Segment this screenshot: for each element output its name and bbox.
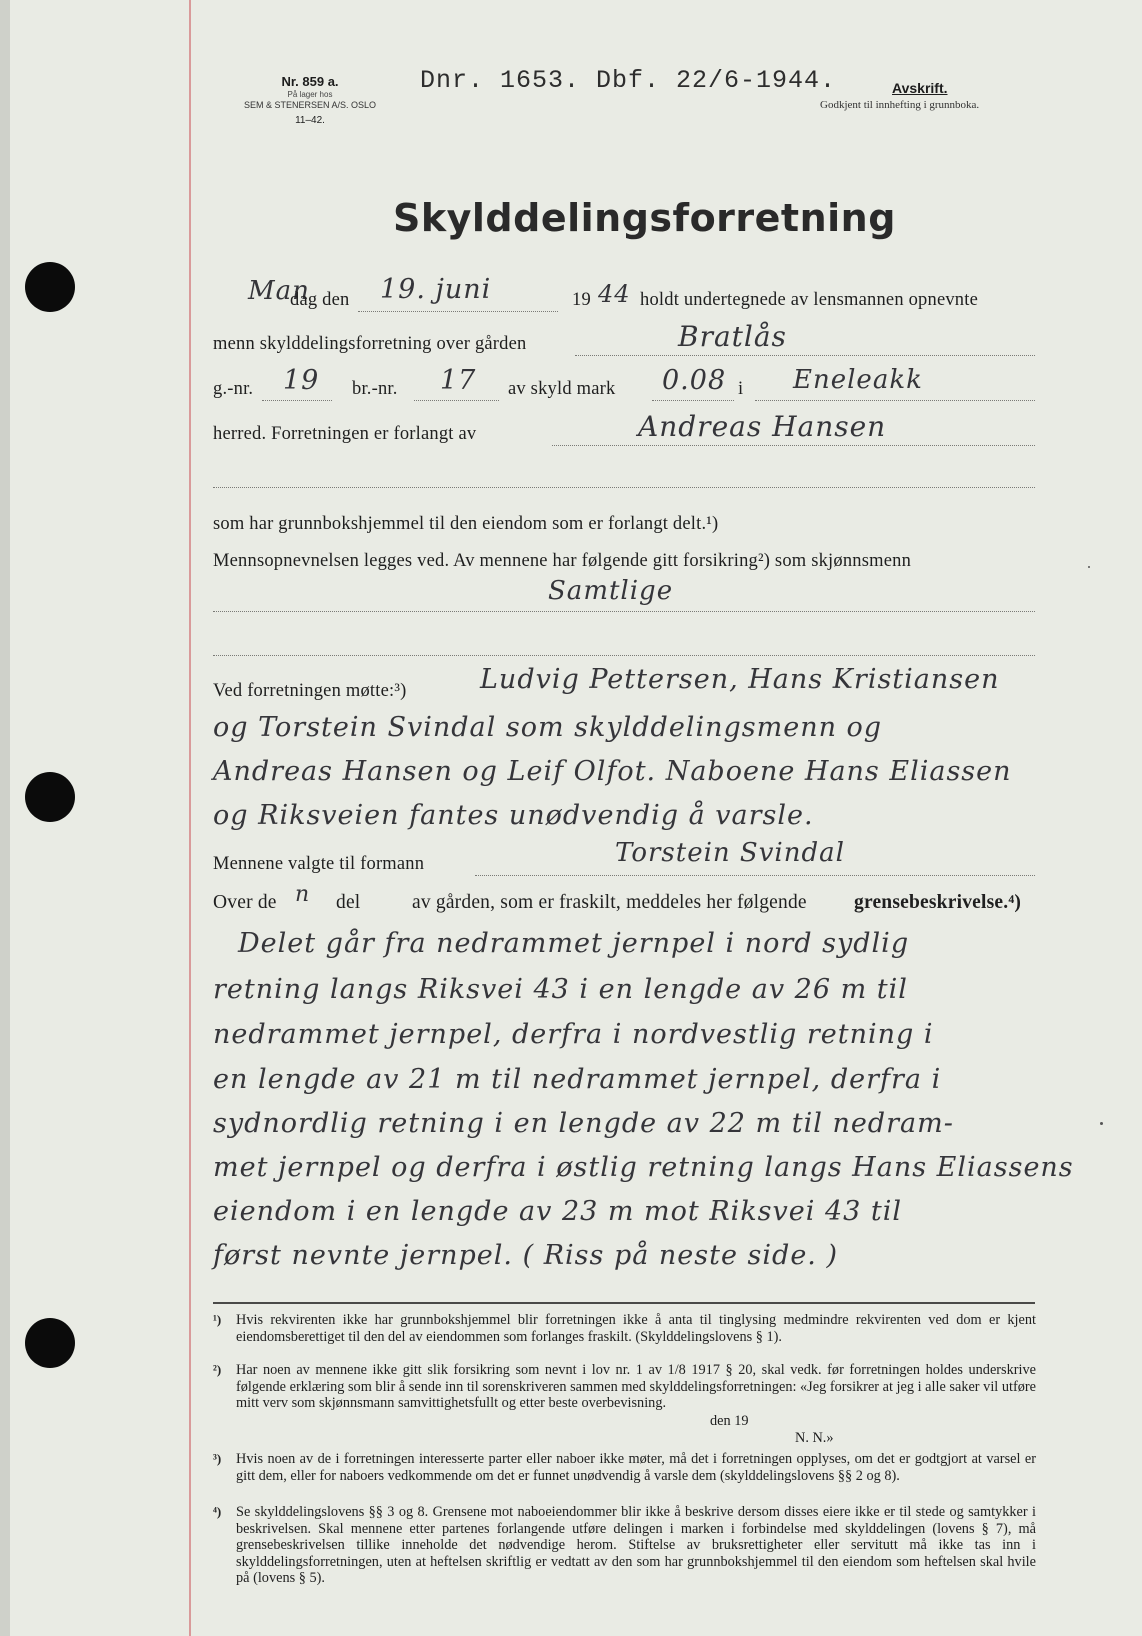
chairman-label: Mennene valgte til formann xyxy=(213,854,425,874)
bnr-label: br.-nr. xyxy=(352,379,398,399)
day-month-value: 19. juni xyxy=(380,274,492,305)
dotted-line xyxy=(213,655,1035,656)
year-prefix: 19 xyxy=(572,290,591,310)
requester-value: Andreas Hansen xyxy=(638,410,887,443)
dotted-line xyxy=(213,487,1035,488)
dotted-line xyxy=(262,400,332,401)
footnote-2-mark: ²) xyxy=(213,1362,222,1377)
part-label-1: Over de xyxy=(213,892,277,913)
boundary-line-7: eiendom i en lengde av 23 m mot Riksvei 43 til xyxy=(213,1196,903,1227)
municipality-value: Eneleakk xyxy=(793,365,923,395)
year-suffix: 44 xyxy=(598,280,631,308)
footnote-rule xyxy=(213,1302,1035,1304)
part-label-2: del xyxy=(336,892,361,913)
line2-text: menn skylddelingsforretning over gården xyxy=(213,334,527,354)
forsikring-value: Samtlige xyxy=(548,576,674,606)
part-value: n xyxy=(295,882,311,907)
form-number: Nr. 859 a. xyxy=(281,74,339,89)
margin-rule xyxy=(189,0,191,1636)
footnote-2-text: Har noen av mennene ikke gitt slik forsikring som nevnt i lov nr. 1 av 1/8 1917 § 20, skal vedk. før forretningen holdes underskrive følgende erklæring som blir å sende inn til sorenskriveren sammen med skylddelingsforretningen: «Jeg forsikrer at jeg i alle saker vil utføre mitt verv som skjønnsmann samvittighetsfullt og etter beste overbevisning. xyxy=(236,1362,1036,1411)
weekday-prefix: Man xyxy=(248,276,310,306)
footnote-4-text: Se skylddelingslovens §§ 3 og 8. Grensene mot naboeiendommer blir ikke å beskrive dersom disses eiere ikke er til stede og samtykker i beskrivelsen. Skal mennene etter partenes forlangende utføre delingen i marken i forbindelse med skylddelingen (lovens § 7), må grensebeskrivelsen tillike inneholde det nødvendige herom. Stiftelse av bruksrettigheter eller servitutt må ikke tas inn i skylddelingsforretningen, uten at heftelsen skriftlig er vedtatt av den som har grunnbokshjemmel til den eiendom som heftelsen skal hvile på (lovens § 5). xyxy=(236,1504,1036,1586)
gnr-value: 19 xyxy=(283,365,320,396)
part-label-3: av gården, som er fraskilt, meddeles her følgende xyxy=(412,892,807,913)
footnote-3-mark: ³) xyxy=(213,1451,222,1466)
line6-text: som har grunnbokshjemmel til den eiendom som er forlangt delt.¹) xyxy=(213,514,719,534)
dotted-line xyxy=(414,400,499,401)
attendance-line-3: Andreas Hansen og Leif Olfot. Naboene Hans Eliassen xyxy=(213,756,1012,787)
scan-speck xyxy=(1100,1122,1103,1125)
boundary-line-3: nedrammet jernpel, derfra i nordvestlig retning i xyxy=(213,1019,934,1050)
date-label: dag den xyxy=(290,290,350,310)
requester-label: herred. Forretningen er forlangt av xyxy=(213,424,477,444)
print-date: 11–42. xyxy=(295,114,325,126)
footnote-2-signature: N. N.» xyxy=(795,1430,834,1446)
dotted-line xyxy=(652,400,734,401)
i-label: i xyxy=(738,379,744,399)
printer-line-2: SEM & STENERSEN A/S. OSLO xyxy=(243,100,377,111)
scan-edge xyxy=(0,0,10,1636)
printer-block xyxy=(240,74,380,127)
dotted-line xyxy=(213,611,1035,612)
attendance-line-1: Ludvig Pettersen, Hans Kristiansen xyxy=(480,664,1000,695)
attendance-label: Ved forretningen møtte:³) xyxy=(213,681,407,701)
footnote-1-text: Hvis rekvirenten ikke har grunnbokshjemmel blir forretningen ikke å anta til tinglysing medmindre rekvirenten ved dom er kjent eiendomsberettiget til den del av eiendommen som forlanges fraskilt. (Skylddelingslovens § 1). xyxy=(236,1312,1036,1345)
footnote-1-mark: ¹) xyxy=(213,1312,222,1327)
typed-reference: Dnr. 1653. Dbf. 22/6-1944. xyxy=(420,66,837,95)
boundary-line-6: met jernpel og derfra i østlig retning langs Hans Eliassens xyxy=(213,1152,1074,1183)
footnote-2-date-line: den 19 xyxy=(710,1413,749,1429)
farm-name: Bratlås xyxy=(678,320,787,353)
copy-label: Avskrift. xyxy=(892,80,948,96)
boundary-line-4: en lengde av 21 m til nedrammet jernpel, derfra i xyxy=(213,1064,942,1095)
punch-hole-top xyxy=(25,262,75,312)
bnr-value: 17 xyxy=(440,365,477,396)
line1-text: holdt undertegnede av lensmannen opnevnte xyxy=(640,290,979,310)
footnote-3-text: Hvis noen av de i forretningen interesserte parter eller naboer ikke møter, må det i forretningen opplyses, om det er godtgjort at varsel er gitt dem, eller for naboers vedkommende om det er funnet unødvendig å varsle dem (skylddelingslovens §§ 2 og 8). xyxy=(236,1451,1036,1484)
skyld-label: av skyld mark xyxy=(508,379,616,399)
boundary-line-2: retning langs Riksvei 43 i en lengde av 26 m til xyxy=(213,974,908,1005)
dotted-line xyxy=(755,400,1035,401)
scan-speck xyxy=(1088,566,1090,568)
attendance-line-4: og Riksveien fantes unødvendig å varsle. xyxy=(213,800,814,831)
dotted-line xyxy=(358,311,558,312)
attendance-line-2: og Torstein Svindal som skylddelingsmenn og xyxy=(213,712,883,743)
skyld-value: 0.08 xyxy=(662,365,727,396)
boundary-line-8: først nevnte jernpel. ( Riss på neste side. ) xyxy=(213,1240,838,1271)
boundary-line-5: sydnordlig retning i en lengde av 22 m til nedram- xyxy=(213,1108,954,1139)
boundary-line-1: Delet går fra nedrammet jernpel i nord sydlig xyxy=(238,928,910,959)
page-title: Skylddelingsforretning xyxy=(393,196,896,240)
footnote-4-mark: ⁴) xyxy=(213,1504,222,1519)
line7-text: Mennsopnevnelsen legges ved. Av mennene har følgende gitt forsikring²) som skjønnsmenn xyxy=(213,551,912,571)
dotted-line xyxy=(575,355,1035,356)
chairman-value: Torstein Svindal xyxy=(615,838,845,868)
approval-note: Godkjent til innhefting i grunnboka. xyxy=(820,99,980,111)
dotted-line xyxy=(552,445,1035,446)
punch-hole-middle xyxy=(25,772,75,822)
punch-hole-bottom xyxy=(25,1318,75,1368)
part-label-bold: grensebeskrivelse.⁴) xyxy=(854,892,1022,913)
gnr-label: g.-nr. xyxy=(213,379,254,399)
dotted-line xyxy=(475,875,1035,876)
printer-line-1: På lager hos xyxy=(287,90,333,100)
